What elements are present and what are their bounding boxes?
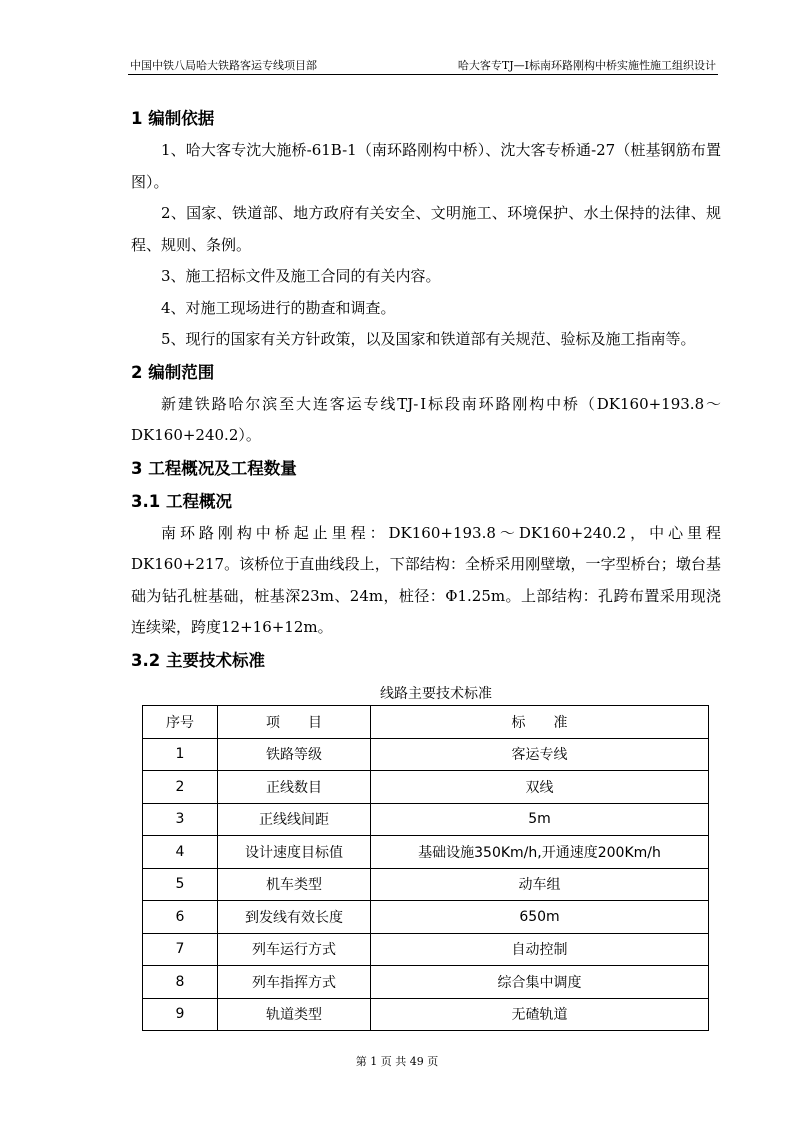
table-row <box>143 998 709 1031</box>
document-body <box>131 100 721 707</box>
table-cell: 到发线有效长度 <box>218 901 371 934</box>
table-cell: 轨道类型 <box>218 998 371 1031</box>
table-cell: 设计速度目标值 <box>218 836 371 869</box>
table-cell: 4 <box>143 836 218 869</box>
table-cell: 正线线间距 <box>218 803 371 836</box>
table-row <box>143 933 709 966</box>
section-1-item-1: 1、哈大客专沈大施桥-61B-1（南环路刚构中桥）、沈大客专桥通-27（桩基钢筋布置图）。 <box>131 141 721 191</box>
table-cell: 基础设施350Km/h,开通速度200Km/h <box>371 836 709 869</box>
section-1-item-3: 3、施工招标文件及施工合同的有关内容。 <box>161 267 441 285</box>
section-3-1-heading: 3.1 工程概况 <box>131 491 232 511</box>
table-cell: 6 <box>143 901 218 934</box>
table-cell: 650m <box>371 901 709 934</box>
table-cell: 双线 <box>371 771 709 804</box>
table-header-cell: 标 准 <box>371 706 709 739</box>
table-header-cell: 序号 <box>143 706 218 739</box>
table-cell: 无碴轨道 <box>371 998 709 1031</box>
section-1-item-5: 5、现行的国家有关方针政策，以及国家和铁道部有关规范、验标及施工指南等。 <box>161 330 696 348</box>
table-row <box>143 771 709 804</box>
table-cell: 5m <box>371 803 709 836</box>
section-1-item-4: 4、对施工现场进行的勘查和调查。 <box>161 298 396 317</box>
section-3-2-heading: 3.2 主要技术标准 <box>131 650 265 670</box>
table-row <box>143 901 709 934</box>
table-header-row <box>143 706 709 739</box>
table-cell: 动车组 <box>371 868 709 901</box>
table-cell: 2 <box>143 771 218 804</box>
table-caption: 线路主要技术标准 <box>380 685 492 702</box>
table-cell: 正线数目 <box>218 771 371 804</box>
table-cell: 8 <box>143 966 218 999</box>
table-cell: 1 <box>143 738 218 771</box>
table-cell: 3 <box>143 803 218 836</box>
page-footer: 第 1 页 共 49 页 <box>355 1055 439 1068</box>
table-cell: 7 <box>143 933 218 966</box>
table-cell: 9 <box>143 998 218 1031</box>
table-cell: 列车运行方式 <box>218 933 371 966</box>
table-cell: 综合集中调度 <box>371 966 709 999</box>
table-row <box>143 803 709 836</box>
table-cell: 5 <box>143 868 218 901</box>
table-row <box>143 738 709 771</box>
table-row <box>143 868 709 901</box>
section-2-heading: 2 编制范围 <box>131 362 215 382</box>
header-right-text: 哈大客专TJ—Ⅰ标南环路刚构中桥实施性施工组织设计 <box>457 59 716 72</box>
section-1-heading: 1 编制依据 <box>131 109 215 128</box>
table-cell: 客运专线 <box>371 738 709 771</box>
section-3-1-text: 南环路刚构中桥起止里程：DK160+193.8～DK160+240.2，中心里程DK160+217。该桥位于直曲线段上，下部结构：全桥采用刚壁墩，一字型桥台；墩台基础为钻孔桩基础，桩基深23m、24m，桩径：Φ1.25m。上部结构：孔跨布置采用现浇连续梁，跨度12+16+12m。 <box>131 523 721 636</box>
table-header-cell: 项 目 <box>218 706 371 739</box>
technical-standards-table <box>142 705 709 1031</box>
section-2-text: 新建铁路哈尔滨至大连客运专线TJ-Ⅰ标段南环路刚构中桥（DK160+193.8～DK160+240.2）。 <box>131 394 721 444</box>
section-3-heading: 3 工程概况及工程数量 <box>131 458 297 478</box>
table-cell: 自动控制 <box>371 933 709 966</box>
header-left-text: 中国中铁八局哈大铁路客运专线项目部 <box>130 59 317 72</box>
table-cell: 机车类型 <box>218 868 371 901</box>
table-cell: 铁路等级 <box>218 738 371 771</box>
table-row <box>143 966 709 999</box>
page-header <box>128 54 718 75</box>
table-cell: 列车指挥方式 <box>218 966 371 999</box>
table-row <box>143 836 709 869</box>
section-1-item-2: 2、国家、铁道部、地方政府有关安全、文明施工、环境保护、水土保持的法律、规程、规则、条例。 <box>131 204 721 254</box>
